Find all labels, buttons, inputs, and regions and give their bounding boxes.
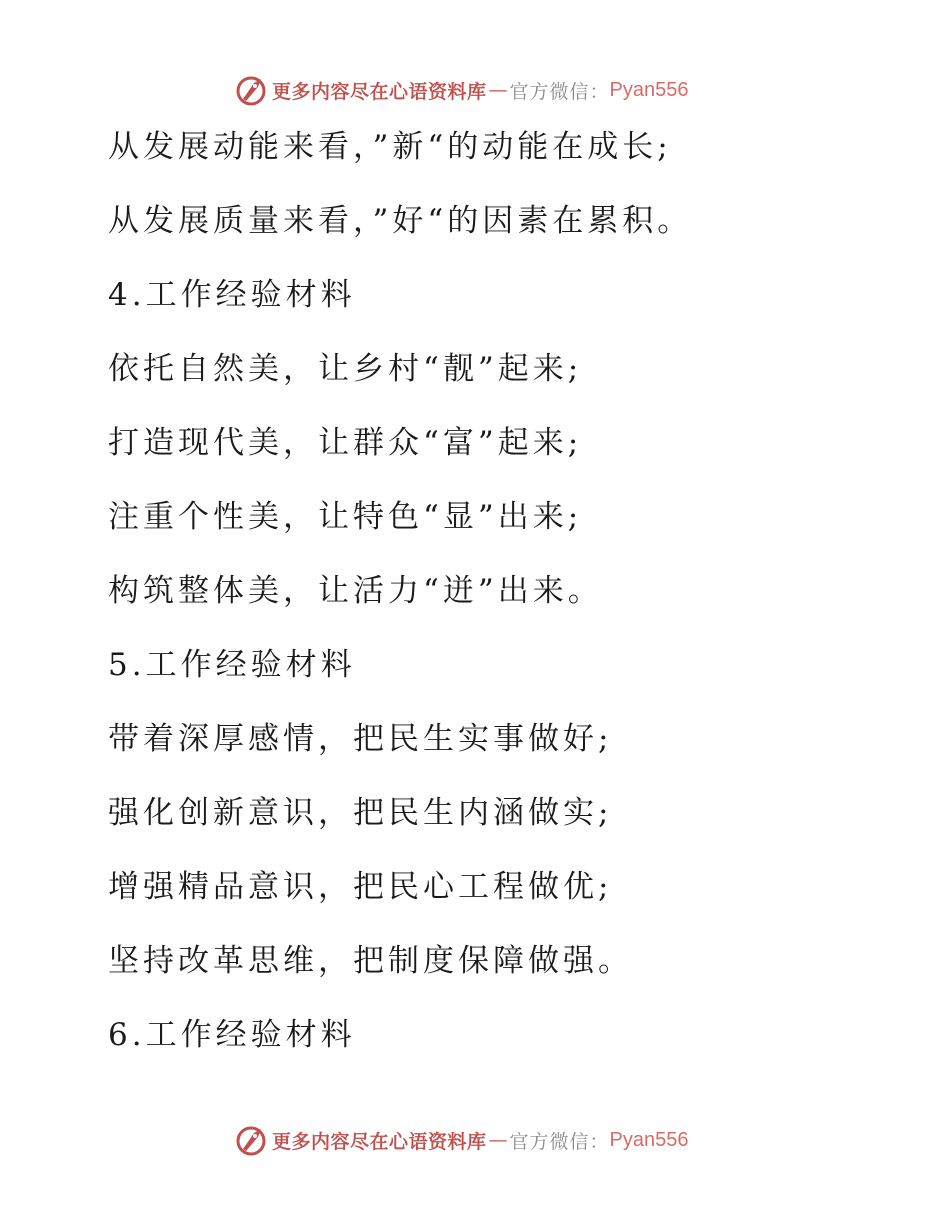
header-dash: —: [488, 79, 508, 101]
text-line: 从发展质量来看，”好“的因素在累积。: [108, 203, 693, 239]
footer-dash: —: [488, 1129, 508, 1151]
pen-nib-logo-icon: [234, 1123, 268, 1157]
footer-watermark-banner: [234, 1122, 689, 1158]
text-line: 增强精品意识，把民心工程做优;: [108, 869, 613, 905]
text-line: 从发展动能来看，”新“的动能在成长;: [108, 129, 672, 165]
footer-wechat-label: 官方微信：: [509, 1130, 610, 1153]
section-heading: 4.工作经验材料: [108, 277, 356, 313]
section-heading: 5.工作经验材料: [108, 647, 356, 683]
header-watermark-banner: [234, 72, 689, 108]
text-line: 注重个性美，让特色“显”出来;: [108, 499, 583, 535]
header-wechat-handle: Pyan556: [609, 78, 689, 101]
text-line: 构筑整体美，让活力“迸”出来。: [108, 573, 603, 609]
text-line: 强化创新意识，把民生内涵做实;: [108, 795, 613, 831]
footer-brand-text: 更多内容尽在心语资料库: [272, 1130, 487, 1153]
footer-wechat-handle: Pyan556: [609, 1128, 689, 1151]
document-body: [108, 110, 908, 1072]
text-line: 依托自然美，让乡村“靓”起来;: [108, 351, 583, 387]
text-line: 坚持改革思维，把制度保障做强。: [108, 943, 633, 979]
header-brand-text: 更多内容尽在心语资料库: [272, 80, 487, 103]
section-heading: 6.工作经验材料: [108, 1017, 356, 1053]
text-line: 带着深厚感情，把民生实事做好;: [108, 721, 613, 757]
text-line: 打造现代美，让群众“富”起来;: [108, 425, 583, 461]
pen-nib-logo-icon: [234, 73, 268, 107]
header-wechat-label: 官方微信：: [509, 80, 610, 103]
